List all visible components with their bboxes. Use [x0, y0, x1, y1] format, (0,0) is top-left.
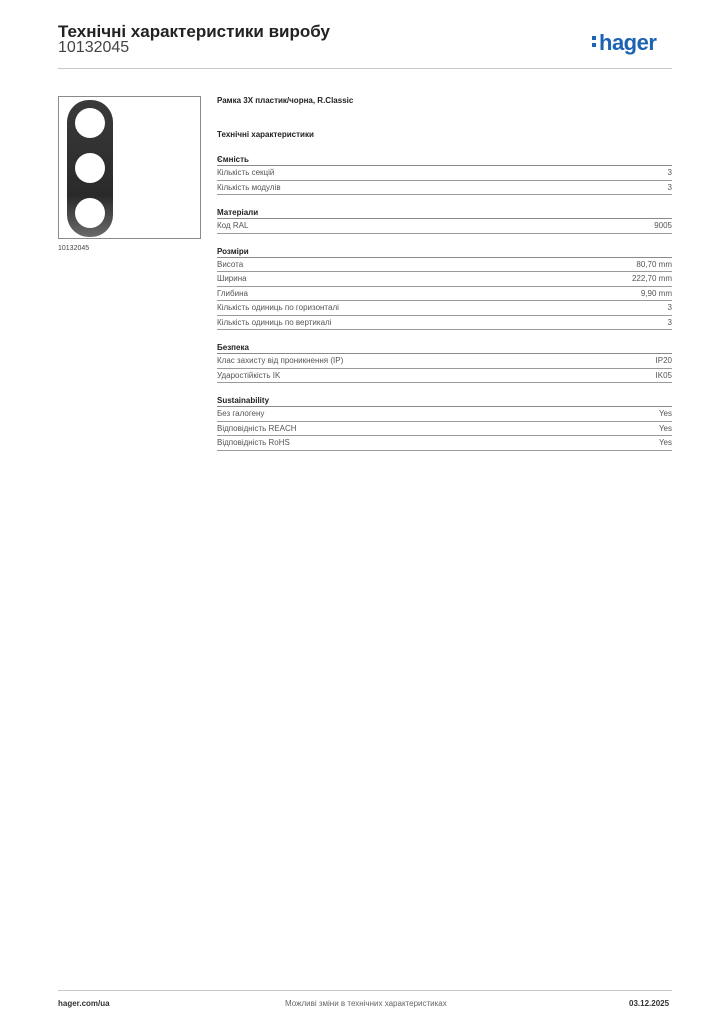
spec-row: [217, 258, 672, 273]
spec-group-title: Матеріали: [217, 208, 672, 219]
spec-value: Yes: [658, 409, 672, 418]
spec-row: [217, 287, 672, 302]
image-caption: 10132045: [58, 245, 90, 252]
spec-group-title: Розміри: [217, 247, 672, 258]
spec-group: [217, 396, 672, 451]
footer-date: 03.12.2025: [629, 999, 670, 1008]
footer-divider: [58, 990, 672, 991]
spec-row: [217, 219, 672, 234]
spec-group-title: Ємність: [217, 155, 672, 166]
spec-group: [217, 343, 672, 383]
spec-label: Відповідність RoHS: [217, 438, 290, 447]
spec-group-title: Безпека: [217, 343, 672, 354]
spec-value: IP20: [655, 356, 672, 365]
spec-row: [217, 301, 672, 316]
spec-row: [217, 354, 672, 369]
spec-row: [217, 166, 672, 181]
spec-row: [217, 181, 672, 196]
spec-groups: [217, 155, 672, 451]
product-image: [58, 96, 201, 239]
spec-label: Кількість одиниць по горизонталі: [217, 303, 339, 312]
page-title: Технічні характеристики виробу: [58, 22, 330, 41]
spec-label: Без галогену: [217, 409, 265, 418]
spec-group: [217, 155, 672, 195]
spec-value: 80,70 mm: [636, 259, 672, 269]
spec-value: 3: [667, 168, 672, 177]
spec-value: 3: [667, 182, 672, 192]
spec-value: 9,90 mm: [640, 288, 672, 298]
spec-label: Висота: [217, 259, 244, 269]
spec-row: [217, 407, 672, 422]
spec-label: Глибина: [217, 288, 248, 298]
spec-value: Yes: [658, 438, 672, 447]
spec-row: [217, 272, 672, 287]
spec-label: Кількість секцій: [217, 168, 275, 177]
spec-label: Кількість одиниць по вертикалі: [217, 317, 332, 327]
spec-label: Ударостійкість IK: [217, 370, 281, 380]
logo-text: hager: [599, 30, 657, 55]
spec-section: [217, 96, 672, 451]
spec-value: 9005: [654, 221, 672, 230]
spec-label: Відповідність REACH: [217, 423, 297, 433]
spec-value: 3: [667, 317, 672, 327]
spec-row: [217, 369, 672, 384]
spec-value: IK05: [655, 370, 672, 380]
spec-label: Код RAL: [217, 221, 249, 230]
footer-note: Можливі зміни в технічних характеристиках: [285, 999, 447, 1008]
spec-group: [217, 247, 672, 331]
spec-label: Клас захисту від проникнення (IP): [217, 356, 344, 365]
spec-row: [217, 436, 672, 451]
spec-heading: Технічні характеристики: [217, 130, 314, 139]
product-name: Рамка 3Х пластик/чорна, R.Classic: [217, 96, 354, 105]
spec-value: 3: [667, 303, 672, 312]
spec-value: 222,70 mm: [631, 274, 672, 283]
spec-label: Кількість модулів: [217, 182, 281, 192]
spec-label: Ширина: [217, 274, 247, 283]
spec-row: [217, 422, 672, 437]
product-code: 10132045: [58, 39, 130, 56]
spec-row: [217, 316, 672, 331]
spec-value: Yes: [658, 423, 672, 433]
hager-logo[interactable]: [592, 30, 656, 56]
frame-3x-icon: [59, 97, 202, 240]
header-divider: [58, 68, 672, 69]
spec-group-title: Sustainability: [217, 396, 672, 407]
logo-dots-icon: [592, 36, 597, 50]
spec-group: [217, 208, 672, 234]
footer-website-link[interactable]: hager.com/ua: [58, 999, 110, 1008]
